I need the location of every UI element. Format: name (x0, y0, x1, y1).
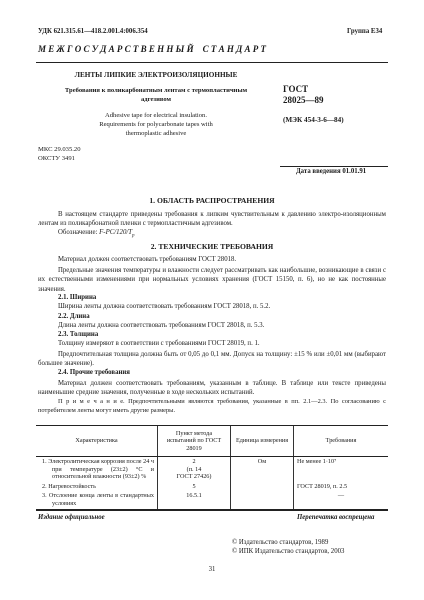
other-requirements-heading: 2.4. Прочие требования (58, 369, 130, 376)
section2-heading: 2. ТЕХНИЧЕСКИЕ ТРЕБОВАНИЯ (150, 242, 274, 251)
effective-date (296, 168, 366, 175)
width-paragraph: Ширина ленты должна соответствовать требованиям ГОСТ 28018, п. 5.2. (58, 303, 271, 310)
official-edition: Издание официальное (38, 514, 105, 521)
table-cell: 2 (п. 14 ГОСТ 27426) (158, 457, 231, 482)
table-cell (231, 482, 294, 492)
iec-reference: (МЭК 454-3-6—84) (283, 116, 344, 124)
effective-date-value: 01.01.91 (342, 168, 367, 175)
table-row (36, 491, 388, 509)
table-header-cell: Пункт метода испытаний по ГОСТ 28019 (158, 426, 231, 457)
table-header-cell: Единица измерения (231, 426, 294, 457)
note-text: Предпочтительными являются требования, указанные в пп. 2.1—2.3. По согласованию с потребителем ленты могут иметь другие размеры. (38, 398, 386, 414)
section1-paragraph: В настоящем стандарте приведены требования к липким чувствительным к давлению электро-изоляционным лентам из поликарбонатной пленки с термопластичным адгезивом. (38, 211, 386, 228)
designation-value: F-PC/120/T (99, 229, 133, 236)
gost-label: ГОСТ (283, 84, 309, 94)
section1-heading: 1. ОБЛАСТЬ РАСПРОСТРАНЕНИЯ (149, 196, 275, 205)
table-cell: 3. Отслоение конца ленты в стандартных условиях (36, 491, 158, 509)
document-title: ЛЕНТЫ ЛИПКИЕ ЭЛЕКТРОИЗОЛЯЦИОННЫЕ (74, 71, 238, 79)
table-cell (231, 491, 294, 509)
thickness-paragraph-2: Предпочтительная толщина должна быть от 0,05 до 0,1 мм. Допуск на толщину: ±15 % или ±0,01 мм (выбирают большее значение). (38, 351, 386, 368)
table-cell: ГОСТ 28019, п. 2.5 (294, 482, 389, 492)
table-row (36, 482, 388, 492)
effective-date-label: Дата введения (296, 168, 341, 175)
length-heading: 2.2. Длина (58, 313, 90, 320)
footer-rule (36, 510, 388, 511)
english-title-line2: Requirements for polycarbonate tapes with (99, 121, 213, 128)
udk-code: УДК 621.315.61—418.2.001.4:006.354 (38, 28, 148, 35)
reprint-prohibited: Перепечатка воспрещена (297, 514, 375, 521)
copyright-2003: © ИПК Издательство стандартов, 2003 (232, 548, 345, 555)
gost-number: 28025—89 (283, 95, 324, 105)
table-cell: 5 (158, 482, 231, 492)
table-cell: Ом (231, 457, 294, 482)
table-header-cell: Требования (294, 426, 389, 457)
okstu-code: ОКСТУ 3491 (38, 155, 75, 162)
date-rule (280, 166, 388, 167)
english-title-line1: Adhesive tape for electrical insulation. (105, 112, 207, 119)
length-paragraph: Длина ленты должна соответствовать требованиям ГОСТ 28018, п. 5.3. (58, 322, 265, 329)
note (38, 398, 386, 415)
table-cell: 2. Нагревостойкость (42, 482, 96, 490)
limits-paragraph: Предельные значения температуры и влажности следует рассматривать как наибольшие, возникающие в связи с их естественными изменениями при нормальных условиях хранения (ГОСТ 15150, п. 6), но не как постоянные значения. (38, 267, 386, 293)
table-cell: Не менее 1·10⁷ (294, 457, 389, 482)
note-label: П р и м е ч а н и е. (58, 398, 125, 405)
page-number: 31 (208, 566, 216, 573)
table-cell: 1. Электролитическая коррозия после 24 ч при температуре (23±2) °С и относительной влажности (93±2) % (42, 458, 154, 481)
document-subtitle-line1: Требования к поликарбонатным лентам с термопластичным (64, 87, 248, 94)
designation-label: Обозначение: (58, 229, 98, 236)
group-code: Группа Е34 (347, 28, 383, 35)
designation (58, 229, 135, 238)
table-cell: 16.5.1 (158, 491, 231, 509)
thickness-heading: 2.3. Толщина (58, 331, 99, 338)
copyright-1989: © Издательство стандартов, 1989 (232, 539, 329, 546)
standard-banner: М Е Ж Г О С У Д А Р С Т В Е Н Н Ы Й С Т А Н Д А Р Т (38, 44, 266, 54)
english-title-line3: thermoplastic adhesive (125, 130, 187, 137)
requirements-table (36, 425, 388, 510)
table-header-cell: Характеристика (36, 426, 158, 457)
thickness-paragraph-1: Толщину измеряют в соответствии с требованиями ГОСТ 28019, п. 1. (58, 340, 260, 347)
table-row (36, 457, 388, 482)
width-heading: 2.1. Ширина (58, 294, 97, 301)
table-cell: — (294, 491, 389, 509)
designation-subscript: p (132, 233, 135, 239)
mks-code: МКС 29.035.20 (38, 146, 81, 153)
document-subtitle-line2: адгезивом (140, 96, 172, 103)
table-header-row (36, 426, 388, 457)
material-paragraph: Материал должен соответствовать требованиям ГОСТ 28018. (58, 256, 237, 263)
other-requirements-paragraph: Материал должен соответствовать требованиям, указанным в таблице. В таблице или тексте приведены наименьшие средние значения, полученные в ходе нескольких испытаний. (38, 380, 386, 397)
header-rule (36, 62, 388, 63)
